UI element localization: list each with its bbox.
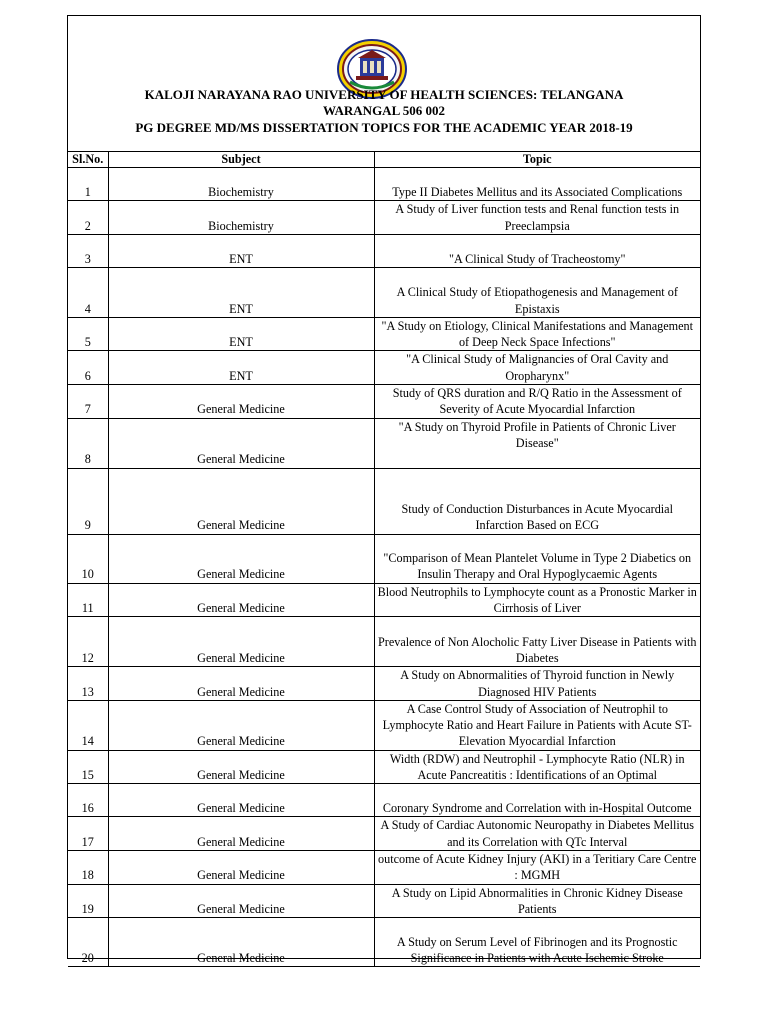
row-topic: Type II Diabetes Mellitus and its Associated Complications <box>374 168 700 201</box>
row-topic: Coronary Syndrome and Correlation with in-Hospital Outcome <box>374 784 700 817</box>
column-header-topic: Topic <box>374 151 700 168</box>
row-subject: General Medicine <box>108 667 374 701</box>
table-row <box>68 918 700 967</box>
row-subject: General Medicine <box>108 418 374 468</box>
row-topic: A Study of Liver function tests and Renal function tests in Preeclampsia <box>374 201 700 235</box>
row-subject: General Medicine <box>108 850 374 884</box>
row-subject: General Medicine <box>108 534 374 583</box>
document-page <box>67 15 701 965</box>
row-topic: "A Study on Etiology, Clinical Manifestations and Management of Deep Neck Space Infections" <box>374 317 700 351</box>
row-subject: General Medicine <box>108 918 374 967</box>
university-name: KALOJI NARAYANA RAO UNIVERSITY OF HEALTH SCIENCES: TELANGANA <box>144 87 624 102</box>
row-slno: 19 <box>68 884 108 918</box>
column-header-subject: Subject <box>108 151 374 168</box>
row-slno: 7 <box>68 385 108 419</box>
row-slno: 13 <box>68 667 108 701</box>
table-row <box>68 351 700 385</box>
row-subject: General Medicine <box>108 784 374 817</box>
row-topic: A Study of Cardiac Autonomic Neuropathy in Diabetes Mellitus and its Correlation with QTc Interval <box>374 817 700 851</box>
row-subject: ENT <box>108 317 374 351</box>
table-row <box>68 534 700 583</box>
row-slno: 1 <box>68 168 108 201</box>
table-row <box>68 418 700 468</box>
row-slno: 9 <box>68 468 108 534</box>
row-slno: 10 <box>68 534 108 583</box>
table-row <box>68 201 700 235</box>
table-row <box>68 267 700 317</box>
table-row <box>68 234 700 267</box>
column-header-slno: Sl.No. <box>68 151 108 168</box>
row-topic: A Case Control Study of Association of Neutrophil to Lymphocyte Ratio and Heart Failure in Patients with Acute ST-Elevation Myocardial Infarction <box>374 700 700 750</box>
table-row <box>68 667 700 701</box>
row-slno: 15 <box>68 750 108 784</box>
row-topic: Study of QRS duration and R/Q Ratio in the Assessment of Severity of Acute Myocardial Infarction <box>374 385 700 419</box>
row-slno: 8 <box>68 418 108 468</box>
row-slno: 16 <box>68 784 108 817</box>
row-subject: ENT <box>108 351 374 385</box>
row-subject: General Medicine <box>108 468 374 534</box>
row-topic: Study of Conduction Disturbances in Acute Myocardial Infarction Based on ECG <box>374 468 700 534</box>
row-slno: 5 <box>68 317 108 351</box>
row-topic: Prevalence of Non Alocholic Fatty Liver Disease in Patients with Diabetes <box>374 617 700 667</box>
row-slno: 17 <box>68 817 108 851</box>
table-row <box>68 817 700 851</box>
table-row <box>68 385 700 419</box>
row-subject: General Medicine <box>108 385 374 419</box>
row-subject: General Medicine <box>108 884 374 918</box>
row-subject: General Medicine <box>108 617 374 667</box>
dissertation-topics-table <box>68 151 700 967</box>
row-subject: General Medicine <box>108 750 374 784</box>
university-address: WARANGAL 506 002 <box>322 103 446 118</box>
row-topic: "Comparison of Mean Plantelet Volume in Type 2 Diabetics on Insulin Therapy and Oral Hypoglycaemic Agents <box>374 534 700 583</box>
row-topic: "A Study on Thyroid Profile in Patients of Chronic Liver Disease" <box>374 418 700 468</box>
row-topic: A Study on Serum Level of Fibrinogen and its Prognostic Significance in Patients with Acute Ischemic Stroke <box>374 918 700 967</box>
row-slno: 3 <box>68 234 108 267</box>
document-header <box>68 16 700 152</box>
row-slno: 4 <box>68 267 108 317</box>
table-row <box>68 617 700 667</box>
table-row <box>68 700 700 750</box>
table-header-row <box>68 151 700 168</box>
row-subject: General Medicine <box>108 817 374 851</box>
row-topic: A Clinical Study of Etiopathogenesis and Management of Epistaxis <box>374 267 700 317</box>
row-topic: Blood Neutrophils to Lymphocyte count as a Pronostic Marker in Cirrhosis of Liver <box>374 583 700 617</box>
document-title: PG DEGREE MD/MS DISSERTATION TOPICS FOR THE ACADEMIC YEAR 2018-19 <box>135 120 633 135</box>
row-topic: A Study on Abnormalities of Thyroid function in Newly Diagnosed HIV Patients <box>374 667 700 701</box>
row-subject: ENT <box>108 234 374 267</box>
row-slno: 18 <box>68 850 108 884</box>
row-subject: General Medicine <box>108 700 374 750</box>
row-slno: 6 <box>68 351 108 385</box>
row-subject: ENT <box>108 267 374 317</box>
table-row <box>68 317 700 351</box>
table-row <box>68 750 700 784</box>
table-row <box>68 583 700 617</box>
row-subject: General Medicine <box>108 583 374 617</box>
table-row <box>68 468 700 534</box>
table-row <box>68 850 700 884</box>
row-topic: "A Clinical Study of Malignancies of Oral Cavity and Oropharynx" <box>374 351 700 385</box>
row-subject: Biochemistry <box>108 168 374 201</box>
table-row <box>68 884 700 918</box>
row-slno: 14 <box>68 700 108 750</box>
row-subject: Biochemistry <box>108 201 374 235</box>
row-topic: A Study on Lipid Abnormalities in Chronic Kidney Disease Patients <box>374 884 700 918</box>
row-slno: 12 <box>68 617 108 667</box>
row-topic: outcome of Acute Kidney Injury (AKI) in a Teritiary Care Centre : MGMH <box>374 850 700 884</box>
row-slno: 11 <box>68 583 108 617</box>
row-slno: 2 <box>68 201 108 235</box>
table-row <box>68 784 700 817</box>
row-topic: "A Clinical Study of Tracheostomy" <box>374 234 700 267</box>
table-row <box>68 168 700 201</box>
row-slno: 20 <box>68 918 108 967</box>
row-topic: Width (RDW) and Neutrophil - Lymphocyte Ratio (NLR) in Acute Pancreatitis : Identifications of an Optimal <box>374 750 700 784</box>
